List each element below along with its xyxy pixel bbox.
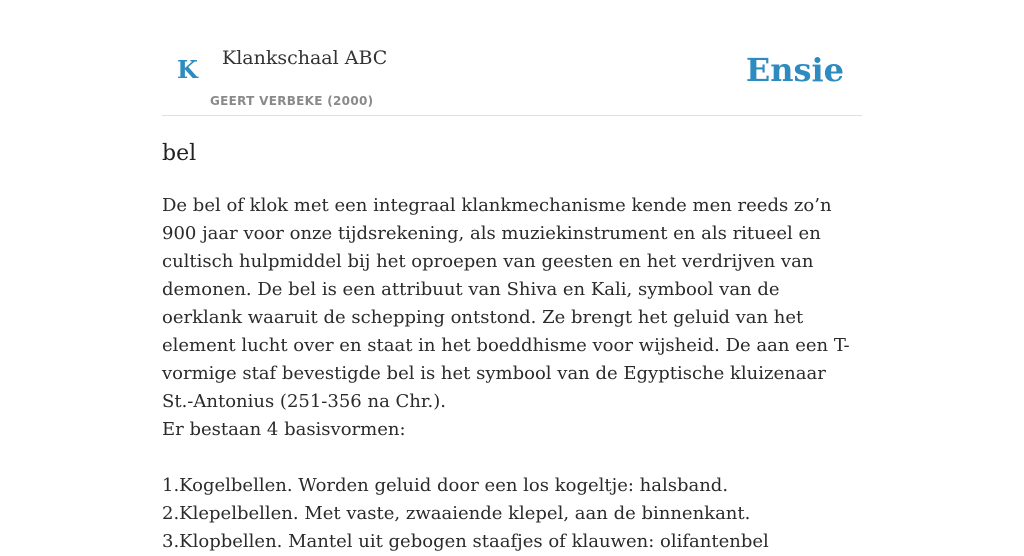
entry-body	[162, 192, 862, 556]
list-intro: Er bestaan 4 basisvormen:	[162, 419, 406, 440]
author-line: GEERT VERBEKE (2000)	[210, 94, 374, 108]
book-logo[interactable]: K	[177, 55, 198, 84]
ensie-logo[interactable]: Ensie	[745, 51, 844, 89]
book-title[interactable]: Klankschaal ABC	[222, 47, 388, 69]
list-item: 1.Kogelbellen. Worden geluid door een los kogeltje: halsband.	[162, 475, 729, 496]
list-item: 3.Klopbellen. Mantel uit gebogen staafjes of klauwen: olifantenbel	[162, 531, 769, 552]
header	[162, 30, 862, 116]
entry-title: bel	[162, 141, 197, 166]
spacer	[162, 444, 862, 472]
list-item: 2.Klepelbellen. Met vaste, zwaaiende klepel, aan de binnenkant.	[162, 503, 751, 524]
entry-paragraph: De bel of klok met een integraal klankmechanisme kende men reeds zo’n 900 jaar voor onze tijdsrekening, als muziekinstrument en als ritueel en cultisch hulpmiddel bij het oproepen van geesten en het verdrijven van demonen. De bel is een attribuut van Shiva en Kali, symbool van de oerklank waaruit de schepping ontstond. Ze brengt het geluid van het element lucht over en staat in het boeddhisme voor wijsheid. De aan een T-vormige staf bevestigde bel is het symbool van de Egyptische kluizenaar St.-Antonius (251-356 na Chr.).	[162, 195, 850, 412]
